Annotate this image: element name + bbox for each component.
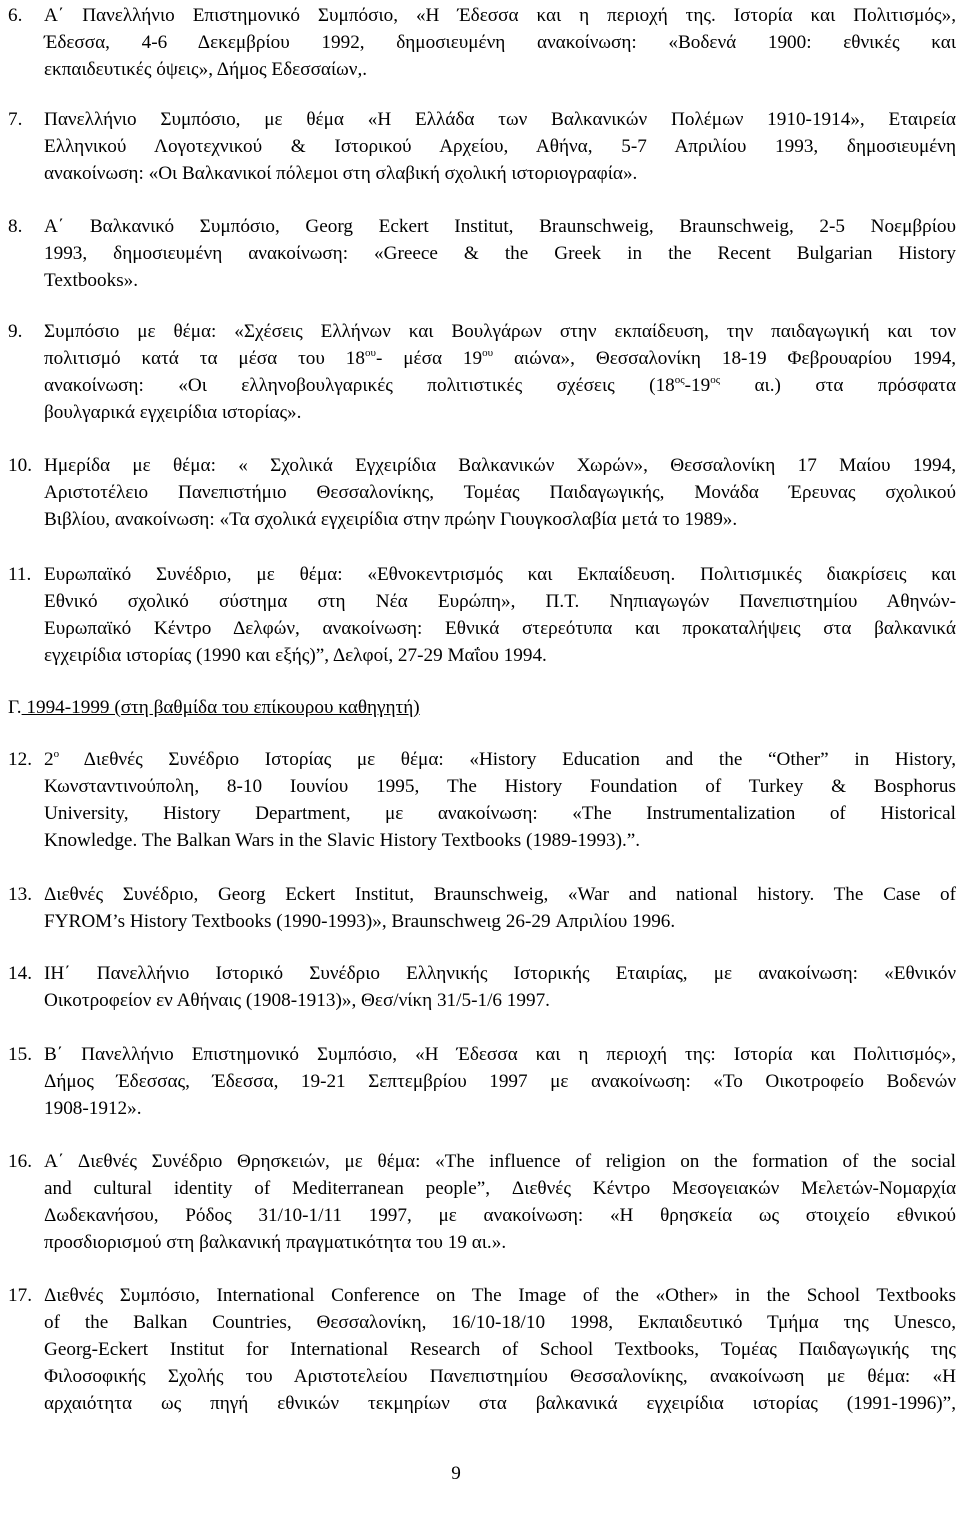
text-line: Δήμος Έδεσσας, Έδεσσα, 19-21 Σεπτεμβρίου 1997 με ανακοίνωση: «Το Οικοτροφείο Βοδενών bbox=[44, 1071, 956, 1092]
text-line: Ημερίδα με θέμα: « Σχολικά Εγχειρίδια Βαλκανικών Χωρών», Θεσσαλονίκη 17 Μαίου 1994, bbox=[44, 455, 956, 476]
text-line: ανακοίνωση: «Οι ελληνοβουλγαρικές πολιτιστικές σχέσεις ($18^{o\varsigma}-19^{o\varsigma}$ αι.) στα πρόσφατα bbox=[44, 374, 956, 396]
section-title: 1994-1999 (στη βαθμίδα του επίκουρου καθηγητή) bbox=[21, 697, 420, 718]
item-text bbox=[44, 318, 956, 426]
text-line: Α΄ Διεθνές Συνέδριο Θρησκειών, με θέμα: «The influence of religion on the formation of the social bbox=[44, 1151, 956, 1172]
list-item bbox=[0, 881, 956, 935]
item-text bbox=[44, 1041, 956, 1122]
item-number: 12. bbox=[8, 749, 32, 770]
item-text bbox=[44, 960, 956, 1014]
item-number: 17. bbox=[8, 1285, 32, 1306]
list-item bbox=[0, 2, 956, 83]
item-text bbox=[44, 561, 956, 669]
text-line: προσδιορισμού στη βαλκανική πραγματικότητα του 19 αι.». bbox=[44, 1232, 507, 1253]
text-line: ανακοίνωση: «Οι Βαλκανικοί πόλεμοι στη σλαβική σχολική ιστοριογραφία». bbox=[44, 163, 638, 184]
text-line: Ευρωπαϊκό Κέντρο Δελφών, ανακοίνωση: Εθνικά στερεότυπα και προκαταλήψεις στα βαλκανικά bbox=[44, 618, 956, 639]
text-line: ΙΗ΄ Πανελλήνιο Ιστορικό Συνέδριο Ελληνικής Ιστορικής Εταιρίας, με ανακοίνωση: «Εθνικόν bbox=[44, 963, 956, 984]
page-number: 9 bbox=[451, 1463, 461, 1484]
text-line: Δωδεκανήσου, Ρόδος 31/10-1/11 1997, με ανακοίνωση: «Η θρησκεία ως στοιχείο εθνικού bbox=[44, 1205, 956, 1226]
item-text bbox=[44, 746, 956, 854]
text-line: Διεθνές Συμπόσιο, International Conference on The Image of the «Other» in the School Textbooks bbox=[44, 1285, 956, 1306]
text-line: εκπαιδευτικές όψεις», Δήμος Εδεσσαίων,. bbox=[44, 59, 368, 80]
text-line: Textbooks». bbox=[44, 270, 139, 291]
item-number: 9. bbox=[8, 321, 23, 342]
item-text bbox=[44, 452, 956, 533]
text-line: Έδεσσα, 4-6 Δεκεμβρίου 1992, δημοσιευμένη ανακοίνωση: «Βοδενά 1900: εθνικές και bbox=[44, 32, 956, 53]
section-prefix: Γ. bbox=[8, 697, 22, 718]
list-item bbox=[0, 960, 956, 1014]
list-item bbox=[0, 561, 956, 669]
list-item bbox=[0, 746, 956, 854]
item-number: 8. bbox=[8, 216, 23, 237]
text-line: αρχαιότητα ως πηγή εθνικών τεκμηρίων στα βαλκανικά εγχειρίδια ιστορίας (1991-1996)”, bbox=[44, 1393, 956, 1414]
text-line: Εθνικό σχολικό σύστημα στη Νέα Ευρώπη», Π.Τ. Νηπιαγωγών Πανεπιστημίου Αθηνών- bbox=[44, 591, 956, 612]
list-item bbox=[0, 106, 956, 187]
text-line: Α΄ Πανελλήνιο Επιστημονικό Συμπόσιο, «Η Έδεσσα και η περιοχή της. Ιστορία και Πολιτισμός», bbox=[44, 5, 956, 26]
list-item bbox=[0, 1041, 956, 1122]
item-text bbox=[44, 881, 956, 935]
text-line: Ελληνικού Λογοτεχνικού & Ιστορικού Αρχείου, Αθήνα, 5-7 Απριλίου 1993, δημοσιευμένη bbox=[44, 136, 956, 157]
text-line: Οικοτροφείον εν Αθήναις (1908-1913)», Θεσ/νίκη 31/5-1/6 1997. bbox=[44, 990, 550, 1011]
item-number: 14. bbox=[8, 963, 32, 984]
text-line: Knowledge. The Balkan Wars in the Slavic History Textbooks (1989-1993).”. bbox=[44, 830, 641, 851]
text-line: and cultural identity of Mediterranean people”, Διεθνές Κέντρο Μεσογειακών Μελετών-Νομαρχία bbox=[44, 1178, 956, 1199]
text-line: Φιλοσοφικής Σχολής του Αριστοτελείου Πανεπιστημίου Θεσσαλονίκης, ανακοίνωση με θέμα: «Η bbox=[44, 1366, 956, 1387]
list-item bbox=[0, 318, 956, 426]
text-line: 1993, δημοσιευμένη ανακοίνωση: «Greece & the Greek in the Recent Bulgarian History bbox=[44, 243, 956, 264]
list-item bbox=[0, 213, 956, 294]
text-line: FYROM’s History Textbooks (1990-1993)», Braunschweιg 26-29 Απριλίου 1996. bbox=[44, 911, 676, 932]
item-number: 7. bbox=[8, 109, 23, 130]
text-line: Αριστοτέλειο Πανεπιστήμιο Θεσσαλονίκης, Τομέας Παιδαγωγικής, Μονάδα Έρευνας σχολικού bbox=[44, 482, 956, 503]
item-text bbox=[44, 1148, 956, 1256]
text-line: Β΄ Πανελλήνιο Επιστημονικό Συμπόσιο, «Η Έδεσσα και η περιοχή της: Ιστορία και Πολιτισμός», bbox=[44, 1044, 956, 1065]
item-number: 11. bbox=[8, 564, 32, 585]
item-number: 10. bbox=[8, 455, 32, 476]
text-line: Συμπόσιο με θέμα: «Σχέσεις Ελλήνων και Βουλγάρων στην εκπαίδευση, την παιδαγωγική και τον bbox=[44, 321, 956, 342]
text-line: πολιτισμό κατά τα μέσα του $18^{o\upsilon}-$ μέσα $19^{o\upsilon}$ αιώνα», Θεσσαλονίκη 18-19 Φεβρουαρίου 1994, bbox=[44, 347, 957, 369]
text-line: Κωνσταντινούπολη, 8-10 Ιουνίου 1995, The History Foundation of Turkey & Bosphorus bbox=[44, 776, 956, 797]
text-line: Πανελλήνιο Συμπόσιο, με θέμα «Η Ελλάδα των Βαλκανικών Πολέμων 1910-1914», Εταιρεία bbox=[44, 109, 956, 130]
item-text bbox=[44, 2, 956, 83]
text-line: Ευρωπαϊκό Συνέδριο, με θέμα: «Εθνοκεντρισμός και Εκπαίδευση. Πολιτισμικές διακρίσεις και bbox=[44, 564, 956, 585]
text-line: βουλγαρικά εγχειρίδια ιστορίας». bbox=[44, 402, 302, 423]
item-text bbox=[44, 106, 956, 187]
item-number: 15. bbox=[8, 1044, 32, 1065]
item-number: 13. bbox=[8, 884, 32, 905]
text-line: University, History Department, με ανακοίνωση: «The Instrumentalization of Historical bbox=[44, 803, 956, 824]
text-line: εγχειρίδια ιστορίας (1990 και εξής)”, Δελφοί, 27-29 Μαΐου 1994. bbox=[44, 645, 547, 666]
item-text bbox=[44, 213, 956, 294]
item-number: 16. bbox=[8, 1151, 32, 1172]
text-line: Georg-Eckert Institut for International Research of School Textbooks, Τομέας Παιδαγωγικής της bbox=[44, 1339, 956, 1360]
item-text bbox=[44, 1282, 956, 1417]
list-item bbox=[0, 452, 956, 533]
section-heading bbox=[8, 694, 420, 721]
text-line: Α΄ Βαλκανικό Συμπόσιο, Georg Eckert Institut, Braunschweig, Braunschweig, 2-5 Νοεμβρίου bbox=[44, 216, 956, 237]
text-line: of the Balkan Countries, Θεσσαλονίκη, 16/10-18/10 1998, Εκπαιδευτικό Τμήμα της Unesco, bbox=[44, 1312, 956, 1333]
item-number: 6. bbox=[8, 5, 23, 26]
text-line: Βιβλίου, ανακοίνωση: «Τα σχολικά εγχειρίδια στην πρώην Γιουγκοσλαβία μετά το 1989». bbox=[44, 509, 738, 530]
list-item bbox=[0, 1282, 956, 1417]
text-line: $2^o$ Διεθνές Συνέδριο Ιστορίας με θέμα: «History Education and the “Other” in History, bbox=[44, 748, 956, 770]
list-item bbox=[0, 1148, 956, 1256]
text-line: Διεθνές Συνέδριο, Georg Eckert Institut, Braunschweig, «War and national history. The Case of bbox=[44, 884, 956, 905]
text-line: 1908-1912». bbox=[44, 1098, 142, 1119]
